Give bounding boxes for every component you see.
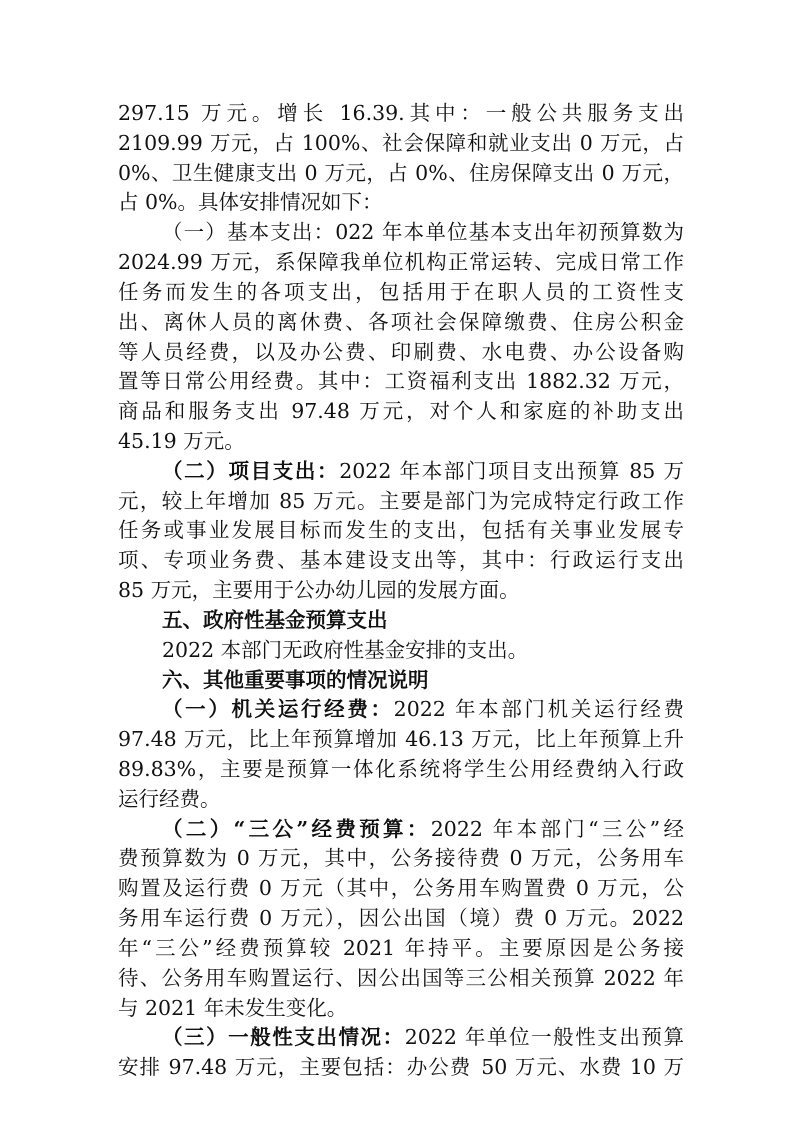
paragraph-line: 2022 本部门无政府性基金安排的支出。 <box>162 638 529 662</box>
paragraph-line: 297.15 万元。增长 16.39.其中：一般公共服务支出 <box>118 101 684 125</box>
paragraph-line: 年“三公”经费预算较 2021 年持平。主要原因是公务接 <box>118 936 684 960</box>
paragraph-line: 置等日常公用经费。其中：工资福利支出 1882.32 万元， <box>118 369 684 393</box>
paragraph-line <box>118 1052 684 1082</box>
inline-heading: （一）机关运行经费： <box>162 697 394 721</box>
inline-text: 50 万元、水费 10 万 <box>481 1055 684 1079</box>
paragraph-line: 2024.99 万元，系保障我单位机构正常运转、完成日常工作 <box>118 250 684 274</box>
inline-text: 安排 97.48 万元，主要包括：办公费 <box>118 1055 472 1079</box>
paragraph-line: 待、公务用车购置运行、因公出国等三公相关预算 2022 年 <box>118 966 684 990</box>
paragraph-line: 元，较上年增加 85 万元。主要是部门为完成特定行政工作 <box>118 489 684 513</box>
inline-text: 2022 年单位一般性支出预算 <box>404 1025 684 1049</box>
paragraph-line: 出、离休人员的离休费、各项社会保障缴费、住房公积金 <box>118 310 684 334</box>
paragraph-line: 89.83%，主要是预算一体化系统将学生公用经费纳入行政 <box>118 757 684 781</box>
paragraph-line: 任务或事业发展目标而发生的支出，包括有关事业发展专 <box>118 518 684 542</box>
paragraph-line: 占 0%。具体安排情况如下： <box>118 190 383 214</box>
paragraph-line <box>162 456 684 486</box>
paragraph-line: 商品和服务支出 97.48 万元，对个人和家庭的补助支出 <box>118 399 684 423</box>
paragraph-line: 85 万元，主要用于公办幼儿园的发展方面。 <box>118 578 520 602</box>
paragraph-line <box>162 814 684 844</box>
paragraph-line: 务用车运行费 0 万元），因公出国（境）费 0 万元。2022 <box>118 906 684 930</box>
paragraph-line: 项、专项业务费、基本建设支出等，其中：行政运行支出 <box>118 548 684 572</box>
paragraph-line: 0%、卫生健康支出 0 万元，占 0%、住房保障支出 0 万元， <box>118 161 684 185</box>
paragraph-line: 与 2021 年未发生变化。 <box>118 996 348 1020</box>
paragraph-line <box>162 694 684 724</box>
inline-text: 2022 年本部门“三公”经 <box>430 817 684 841</box>
section-heading: 五、政府性基金预算支出 <box>162 608 388 632</box>
paragraph-line: 费预算数为 0 万元，其中，公务接待费 0 万元，公务用车 <box>118 846 684 870</box>
inline-text: 2022 年本部门项目支出预算 85 万 <box>339 459 684 483</box>
section-heading: 六、其他重要事项的情况说明 <box>162 668 429 692</box>
inline-text: 2022 年本部门机关运行经费 <box>393 697 684 721</box>
paragraph-line: 等人员经费，以及办公费、印刷费、水电费、办公设备购 <box>118 340 684 364</box>
paragraph-line: （一）基本支出：022 年本单位基本支出年初预算数为 <box>162 220 684 244</box>
inline-heading: （二）“三公”经费预算： <box>162 817 431 841</box>
paragraph-line: 2109.99 万元，占 100%、社会保障和就业支出 0 万元，占 <box>118 131 684 155</box>
inline-heading: （三）一般性支出情况： <box>162 1025 405 1049</box>
paragraph-line: 任务而发生的各项支出，包括用于在职人员的工资性支 <box>118 280 684 304</box>
paragraph-line: 购置及运行费 0 万元（其中，公务用车购置费 0 万元，公 <box>118 876 684 900</box>
inline-heading: （二）项目支出： <box>162 459 340 483</box>
paragraph-line: 运行经费。 <box>118 787 221 811</box>
paragraph-line <box>162 1022 684 1052</box>
paragraph-line: 45.19 万元。 <box>118 429 245 453</box>
paragraph-line: 97.48 万元，比上年预算增加 46.13 万元，比上年预算上升 <box>118 727 684 751</box>
